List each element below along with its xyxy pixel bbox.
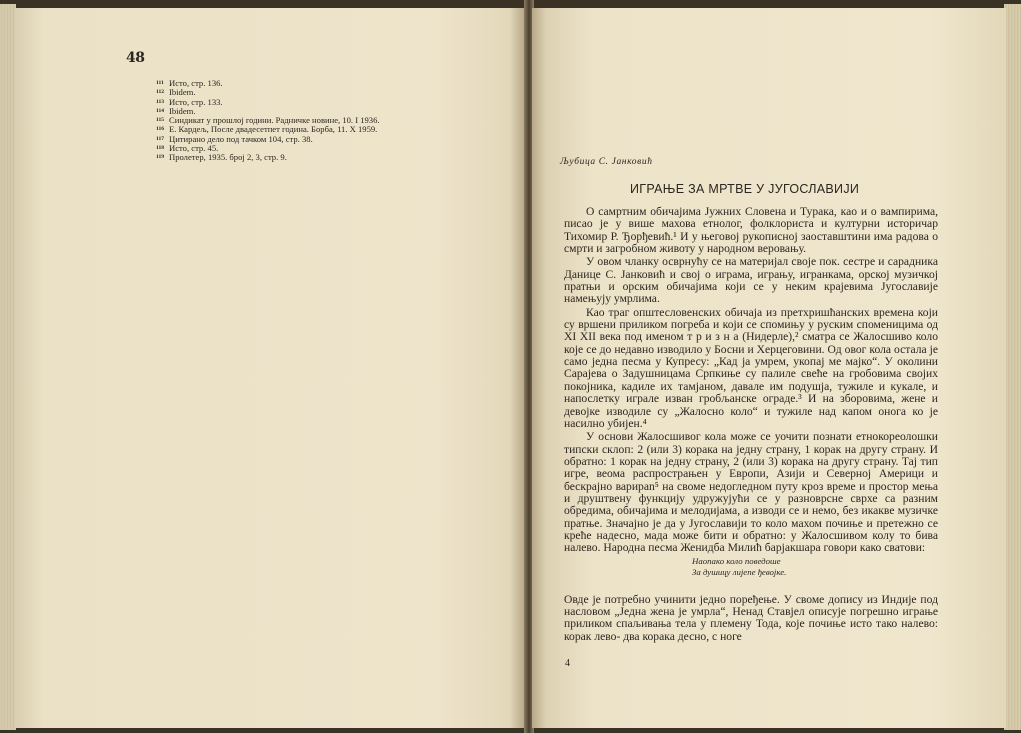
footnote-number: 115: [156, 117, 165, 124]
article-body: [564, 206, 938, 644]
footnote-text: Исто, стр. 133.: [169, 96, 223, 107]
verse-line: За душицу лијепе ђевојке.: [692, 566, 787, 577]
footnote: [156, 79, 426, 88]
footnotes-list: [156, 79, 426, 163]
paragraph: Овде је потребно учинити једно поређење. У своме допису из Индије под насловом „Једна жена је умрла“, Ненад Ставјел описује погрешно играње приликом спаљивања тела у племену Тода, које почиње исто тако налево: корак лево- два корака десно, с ноге: [564, 592, 938, 643]
verse-quote: [692, 556, 938, 578]
footnote-number: 116: [156, 126, 165, 133]
footnote-number: 119: [156, 154, 165, 161]
footnote: [156, 98, 426, 107]
article-title: ИГРАЊЕ ЗА МРТВЕ У ЈУГОСЛАВИЈИ: [630, 182, 860, 196]
paragraph: У овом чланку осврнућу се на материјал своје пок. сестре и сарадника Данице С. Јанковић и свој о играма, игрању, игранкама, орској музичкој пратњи и орским обичајима који се у неким крајевима Југославије намењују умрлима.: [564, 255, 938, 306]
page-stack-right-edge: [1004, 4, 1021, 730]
footnote-text: Ibidem.: [169, 105, 196, 116]
article-author: Љубица С. Јанковић: [560, 157, 653, 167]
footnote-text: Исто, стр. 136.: [169, 78, 223, 88]
footnote-number: 111: [156, 80, 164, 86]
footnote-number: 114: [156, 107, 165, 114]
paragraph: Као траг општесловенских обичаја из претхришћанских времена који су вршени приликом погреба и који се спомињу у руским споменицима од XI XII века под именом т р и з н а (Нидерле),² сматра се Жалосшиво коло које се до недавно изводило у Босни и Херцеговини. Од овог кола остала је само једна песма у Купресу: „Кад ја умрем, укопај ме мајко“. У околини Сарајева о Задушницама Српкиње су палиле свеће на гробовима својих покојника, кадиле их тамјаном, давале им подушја, тужиле и кукале, и напослетку играле изван гробљанске ограде.³ И на зборовима, жене и девојке изводиле су „Жалосно коло“ и тужиле над капом онога ко је насилно убијен.⁴: [564, 305, 938, 430]
verse-line: Наопако коло поведоше: [692, 555, 781, 566]
footnote-number: 113: [156, 98, 165, 105]
footnote-text: Е. Кардељ, После двадесетпет година. Борба, 11. X 1959.: [169, 124, 378, 135]
footnote-text: Пролетер, 1935. број 2, 3, стр. 9.: [169, 152, 287, 163]
paragraph: У основи Жалосшивог кола може се уочити познати етнокореолошки типски склоп: 2 (или 3) корака на једну страну, 1 корак на другу страну. И обратно: 1 корак на једну страну, 2 (или 3) корака на другу страну. Тај тип игре, веома распрострањен у Европи, Азији и Северној Америци и бескрајно варирan⁵ на своме недогледном путу кроз време и простор мења и друштвену функцију удружујући се у разноврсне сврхе са разним обредима, обичајима и мелодијама, а изводи се и немо, без икакве музичке пратње. Значајно је да у Југославији то коло махом почиње и претежно се креће надесно, мада може бити и обратно: у Жалосшивом колу то бива налево. Народна песма Женидба Милић барјакшара говори како сватови:: [564, 430, 938, 555]
left-page-number: 48: [126, 50, 145, 66]
footnote-number: 118: [156, 145, 165, 152]
footnote-text: Цитирано дело под тачком 104, стр. 38.: [169, 133, 313, 144]
footnote-text: Ibidem.: [169, 87, 196, 98]
footnote-text: Исто, стр. 45.: [169, 143, 219, 154]
right-page-number: 4: [565, 658, 570, 669]
footnote: [156, 153, 426, 162]
paragraph: О самртним обичајима Јужних Словена и Турака, као и о вампирима, писао је у више махова етнолог, фолклориста и културни историчар Тихомир Р. Ђорђевић.¹ И у његовој рукописној заоставштини има радова о смрти и загробном животу у народном веровању.: [564, 205, 938, 256]
footnote-text: Синдикат у прошлој години. Радничке новине, 10. I 1936.: [169, 115, 380, 126]
footnote-number: 117: [156, 135, 165, 142]
footnote-number: 112: [156, 89, 165, 96]
